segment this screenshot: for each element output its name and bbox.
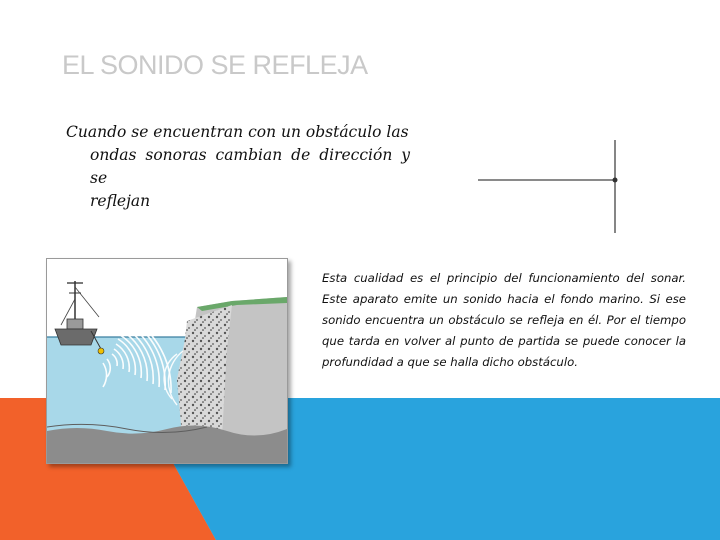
intro-line-1: Cuando se encuentran con un obstáculo las <box>66 123 409 141</box>
intro-line-2: ondas sonoras cambian de dirección y se <box>90 146 410 187</box>
reflection-point <box>613 178 618 183</box>
slide-title: EL SONIDO SE REFLEJA <box>62 50 368 80</box>
sonar-scene <box>47 259 287 463</box>
sonar-illustration <box>46 258 288 464</box>
intro-line-3: reflejan <box>90 192 151 210</box>
reflection-diagram <box>470 100 630 240</box>
sonar-caption: Esta cualidad es el principio del funcionamiento del sonar. Este aparato emite un sonido hacia el fondo marino. Si ese sonido encuentra un obstáculo se refleja en él. Por el tiempo que tarda en volver al punto de partida se puede conocer la profundidad a que se halla dicho obstáculo. <box>322 271 686 369</box>
intro-paragraph <box>66 121 410 213</box>
